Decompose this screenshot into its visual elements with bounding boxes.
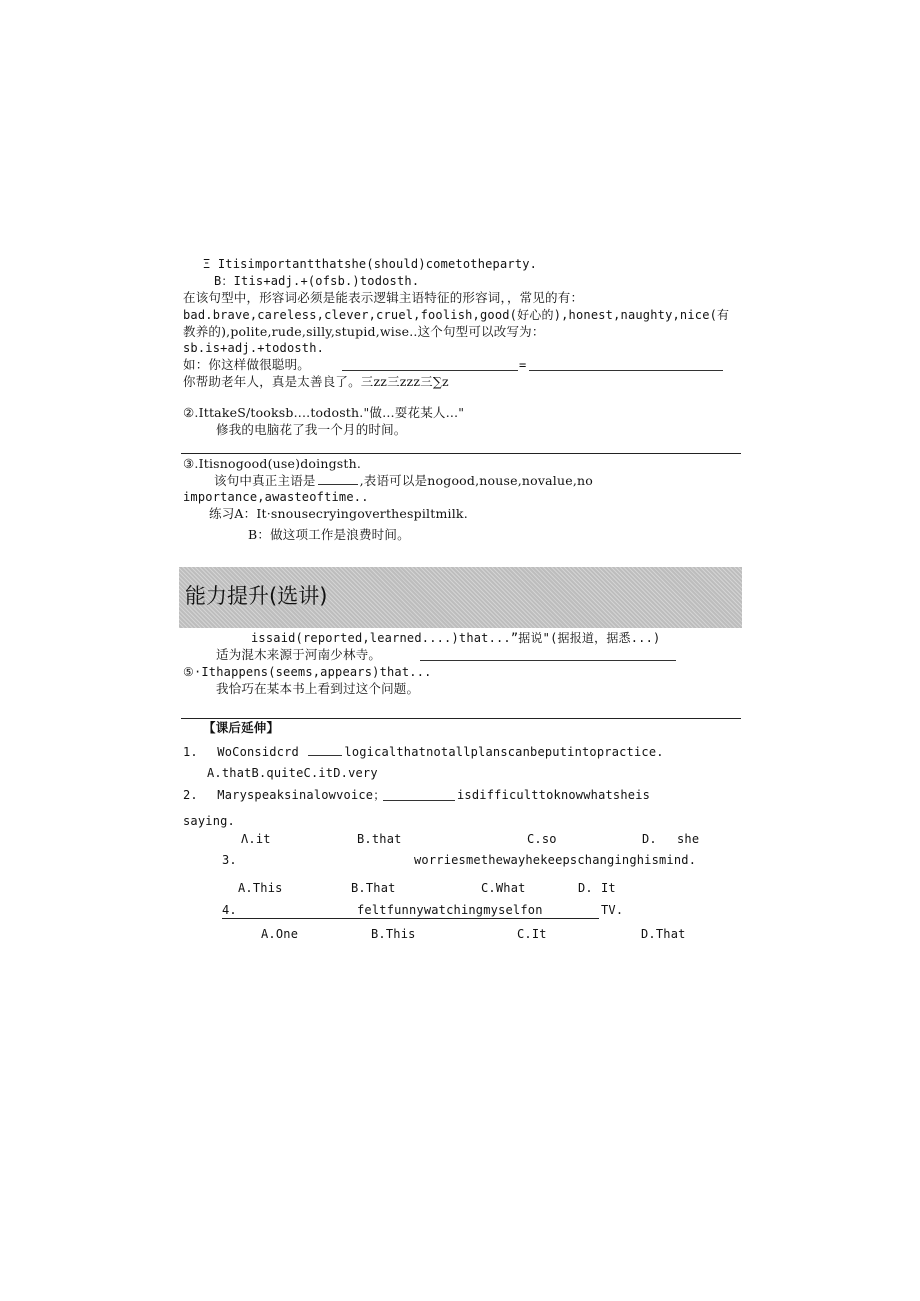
pattern-note: 在该句型中，形容词必须是能表示逻辑主语特征的形容词，，常见的有： <box>183 290 584 305</box>
subject-blank[interactable] <box>318 472 358 485</box>
equals-sign: = <box>519 358 527 372</box>
pattern-2-exercise: 修我的电脑花了我一个月的时间。 <box>216 422 407 437</box>
answer-blank[interactable] <box>420 648 676 661</box>
option-a[interactable]: Λ.it <box>241 832 271 846</box>
pattern-3-note-a: 该句中真正主语是 <box>214 473 316 488</box>
question-stem-a: Maryspeaksinalowvoice； <box>217 788 386 802</box>
question-stem-a: WoConsidcrd <box>217 745 299 759</box>
question-1 <box>183 743 664 760</box>
pattern-5-heading: ⑤·Ithappens(seems,appears)that... <box>183 665 432 679</box>
question-1-options: A.thatB.quiteC.itD.very <box>207 766 378 780</box>
pattern-3-note <box>214 472 593 489</box>
pattern-3-heading: ③.Itisnogood(use)doingsth. <box>183 456 362 471</box>
question-stem-b: feltfunnywatchingmyselfon <box>357 903 543 917</box>
pattern-5-exercise: 我恰巧在某本书上看到过这个问题。 <box>216 681 420 696</box>
option-b[interactable]: B.That <box>351 881 396 895</box>
question-number: 3. <box>222 853 237 867</box>
question-stem-b: logicalthatnotallplanscanbeputintopractice. <box>344 745 664 759</box>
question-2 <box>183 787 385 803</box>
option-d[interactable]: D. <box>578 881 593 895</box>
answer-line[interactable] <box>222 918 599 919</box>
question-number: 2. <box>183 788 198 802</box>
question-stem-b: worriesmethewayhekeepschanginghismind. <box>414 853 697 867</box>
banner-title: 能力提升(选讲) <box>185 584 328 608</box>
answer-blank[interactable] <box>308 743 342 756</box>
practice-a: 练习A：It·snousecryingoverthespiltmilk. <box>209 506 468 521</box>
option-b[interactable]: B.This <box>371 927 416 941</box>
option-c[interactable]: C.It <box>517 927 547 941</box>
question-stem-c: saying. <box>183 814 235 828</box>
question-stem-b: isdifficulttoknowwhatsheis <box>457 788 651 802</box>
exercise-kind: 你帮助老年人，真是太善良了。三zz三zzz三∑z <box>183 374 449 389</box>
answer-blank[interactable] <box>342 358 518 371</box>
option-d-text[interactable]: she <box>677 832 700 846</box>
answer-blank[interactable] <box>383 788 455 801</box>
question-number: 4. <box>222 903 237 917</box>
question-number: 1. <box>183 745 198 759</box>
answer-line[interactable] <box>181 453 741 454</box>
pattern-3-note-b: ,表语可以是nogood,nouse,novalue,no <box>359 473 593 488</box>
adjective-list-1: bad.brave,careless,clever,cruel,foolish,good(好心的),honest,naughty,nice(有 <box>183 308 730 322</box>
option-d-text[interactable]: It <box>601 881 616 895</box>
option-a[interactable]: A.This <box>238 881 283 895</box>
option-d[interactable]: D. <box>642 832 657 846</box>
pattern-4-heading: issaid(reported,learned....)that...”据说"(据报道，据悉...) <box>251 631 661 645</box>
pattern-2-heading: ②.IttakeS/tooksb....todosth."做…耍花某人…" <box>183 405 465 420</box>
practice-b: B：做这项工作是浪费时间。 <box>248 527 410 542</box>
option-c[interactable]: C.What <box>481 881 526 895</box>
option-d[interactable]: D.That <box>641 927 686 941</box>
option-c[interactable]: C.so <box>527 832 557 846</box>
answer-blank[interactable] <box>529 358 723 371</box>
question-stem-c: TV. <box>601 903 624 917</box>
section-banner <box>179 567 742 628</box>
pattern-3-note-cont: importance,awasteoftime.. <box>183 490 369 504</box>
pattern-4-exercise: 适为混木来源于河南少林寺。 <box>216 647 382 662</box>
extension-heading: 【课后延伸】 <box>203 720 280 735</box>
exercise-clever <box>183 357 310 373</box>
pattern-b-heading: B：Itis+adj.+(ofsb.)todosth. <box>214 274 420 288</box>
option-b[interactable]: B.that <box>357 832 402 846</box>
adjective-list-2: 教养的),polite,rude,silly,stupid,wise..这个句型可以改写为： <box>183 324 545 339</box>
answer-line[interactable] <box>181 718 741 719</box>
option-a[interactable]: A.One <box>261 927 299 941</box>
exercise-clever-prompt: 如：你这样做很聪明。 <box>183 357 311 372</box>
sentence-example-important: Ξ Itisimportantthatshe(should)cometotheparty. <box>203 257 538 271</box>
rewrite-pattern: sb.is+adj.+todosth. <box>183 341 325 355</box>
